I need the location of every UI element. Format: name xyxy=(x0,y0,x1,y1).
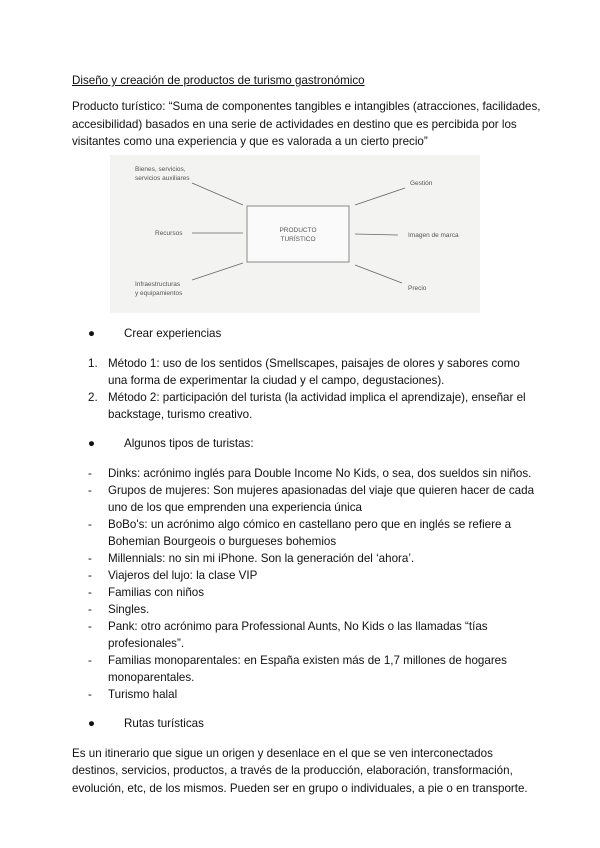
dash-marker: - xyxy=(88,551,92,565)
list-text: Familias con niños xyxy=(108,585,205,599)
list-marker: 2. xyxy=(88,390,98,404)
tourist-types-list xyxy=(88,465,542,703)
diagram-right-1: Gestión xyxy=(410,179,433,187)
dash-marker: - xyxy=(88,619,92,633)
list-text: Viajeros del lujo: la clase VIP xyxy=(108,568,258,582)
product-diagram xyxy=(110,155,480,313)
bullet-icon: ● xyxy=(88,716,96,730)
list-item xyxy=(88,355,542,389)
bullet-icon: ● xyxy=(88,436,96,450)
dash-marker: - xyxy=(88,568,92,582)
dash-marker: - xyxy=(88,653,92,667)
list-item xyxy=(88,601,542,618)
list-text: Millennials: no sin mi iPhone. Son la generación del ‘ahora’. xyxy=(108,551,415,565)
bullet-tipos-turistas-item xyxy=(88,435,542,452)
definition-paragraph: Producto turístico: “Suma de componentes tangibles e intangibles (atracciones, facilidades, accesibilidad) basados en una serie de actividades en destino que es percibida por los visitantes como una experiencia y que es valorada a un cierto precio” xyxy=(72,100,541,148)
list-item xyxy=(88,465,542,482)
bullet-rutas-turisticas: Rutas turísticas xyxy=(124,716,204,730)
bullet-tipos-turistas: Algunos tipos de turistas: xyxy=(124,436,254,450)
document-title: Diseño y creación de productos de turismo gastronómico xyxy=(72,74,365,87)
diagram-right-3: Precio xyxy=(408,284,427,292)
list-text: Familias monoparentales: en España existen más de 1,7 millones de hogares monoparentales. xyxy=(108,653,507,684)
list-text: Método 1: uso de los sentidos (Smellscapes, paisajes de olores y sabores como una forma de experimentar la ciudad y el campo, degustaciones). xyxy=(108,356,520,387)
list-item xyxy=(88,516,542,550)
list-marker: 1. xyxy=(88,356,98,370)
bullet-icon: ● xyxy=(88,326,96,340)
methods-list xyxy=(88,355,542,423)
dash-marker: - xyxy=(88,483,92,497)
list-text: Singles. xyxy=(108,602,150,616)
list-text: BoBo's: un acrónimo algo cómico en castellano pero que en inglés se refiere a Bohemian Bourgeois o burgueses bohemios xyxy=(108,517,512,548)
bullet-rutas-turisticas-item xyxy=(88,715,542,732)
dash-marker: - xyxy=(88,466,92,480)
diagram-left-3a: Infraestructuras xyxy=(135,280,181,288)
dash-marker: - xyxy=(88,602,92,616)
list-item xyxy=(88,567,542,584)
diagram-left-3b: y equipamientos xyxy=(135,289,183,297)
list-item xyxy=(88,652,542,686)
routes-paragraph: Es un itinerario que sigue un origen y desenlace en el que se ven interconectados destinos, servicios, productos, a través de la producción, elaboración, transformación, evolución, etc, de los mismos. Pueden ser en grupo o individuales, a pie o en transporte. xyxy=(72,746,528,795)
diagram-right-2: Imagen de marca xyxy=(408,231,459,239)
list-text: Grupos de mujeres: Son mujeres apasionadas del viaje que quieren hacer de cada uno de los que emprenden una experiencia única xyxy=(108,483,535,514)
bullet-crear-experiencias-item xyxy=(88,325,542,342)
list-item xyxy=(88,389,542,423)
list-item xyxy=(88,686,542,703)
dash-marker: - xyxy=(88,517,92,531)
list-item xyxy=(88,482,542,516)
dash-marker: - xyxy=(88,687,92,701)
list-text: Dinks: acrónimo inglés para Double Income No Kids, o sea, dos sueldos sin niños. xyxy=(108,466,532,480)
list-text: Pank: otro acrónimo para Professional Aunts, No Kids o las llamadas “tías profesionales”. xyxy=(108,619,488,650)
diagram-center-2: TURÍSTICO xyxy=(280,235,316,243)
list-item xyxy=(88,584,542,601)
diagram-left-1a: Bienes, servicios, xyxy=(135,165,186,173)
diagram-left-1b: servicios auxiliares xyxy=(135,174,190,182)
diagram-left-2: Recursos xyxy=(155,229,183,237)
dash-marker: - xyxy=(88,585,92,599)
list-text: Método 2: participación del turista (la actividad implica el aprendizaje), enseñar el backstage, turismo creativo. xyxy=(108,390,526,421)
list-item xyxy=(88,550,542,567)
diagram-center-1: PRODUCTO xyxy=(279,226,317,234)
list-item xyxy=(88,618,542,652)
list-text: Turismo halal xyxy=(108,687,178,701)
bullet-crear-experiencias: Crear experiencias xyxy=(124,326,222,340)
